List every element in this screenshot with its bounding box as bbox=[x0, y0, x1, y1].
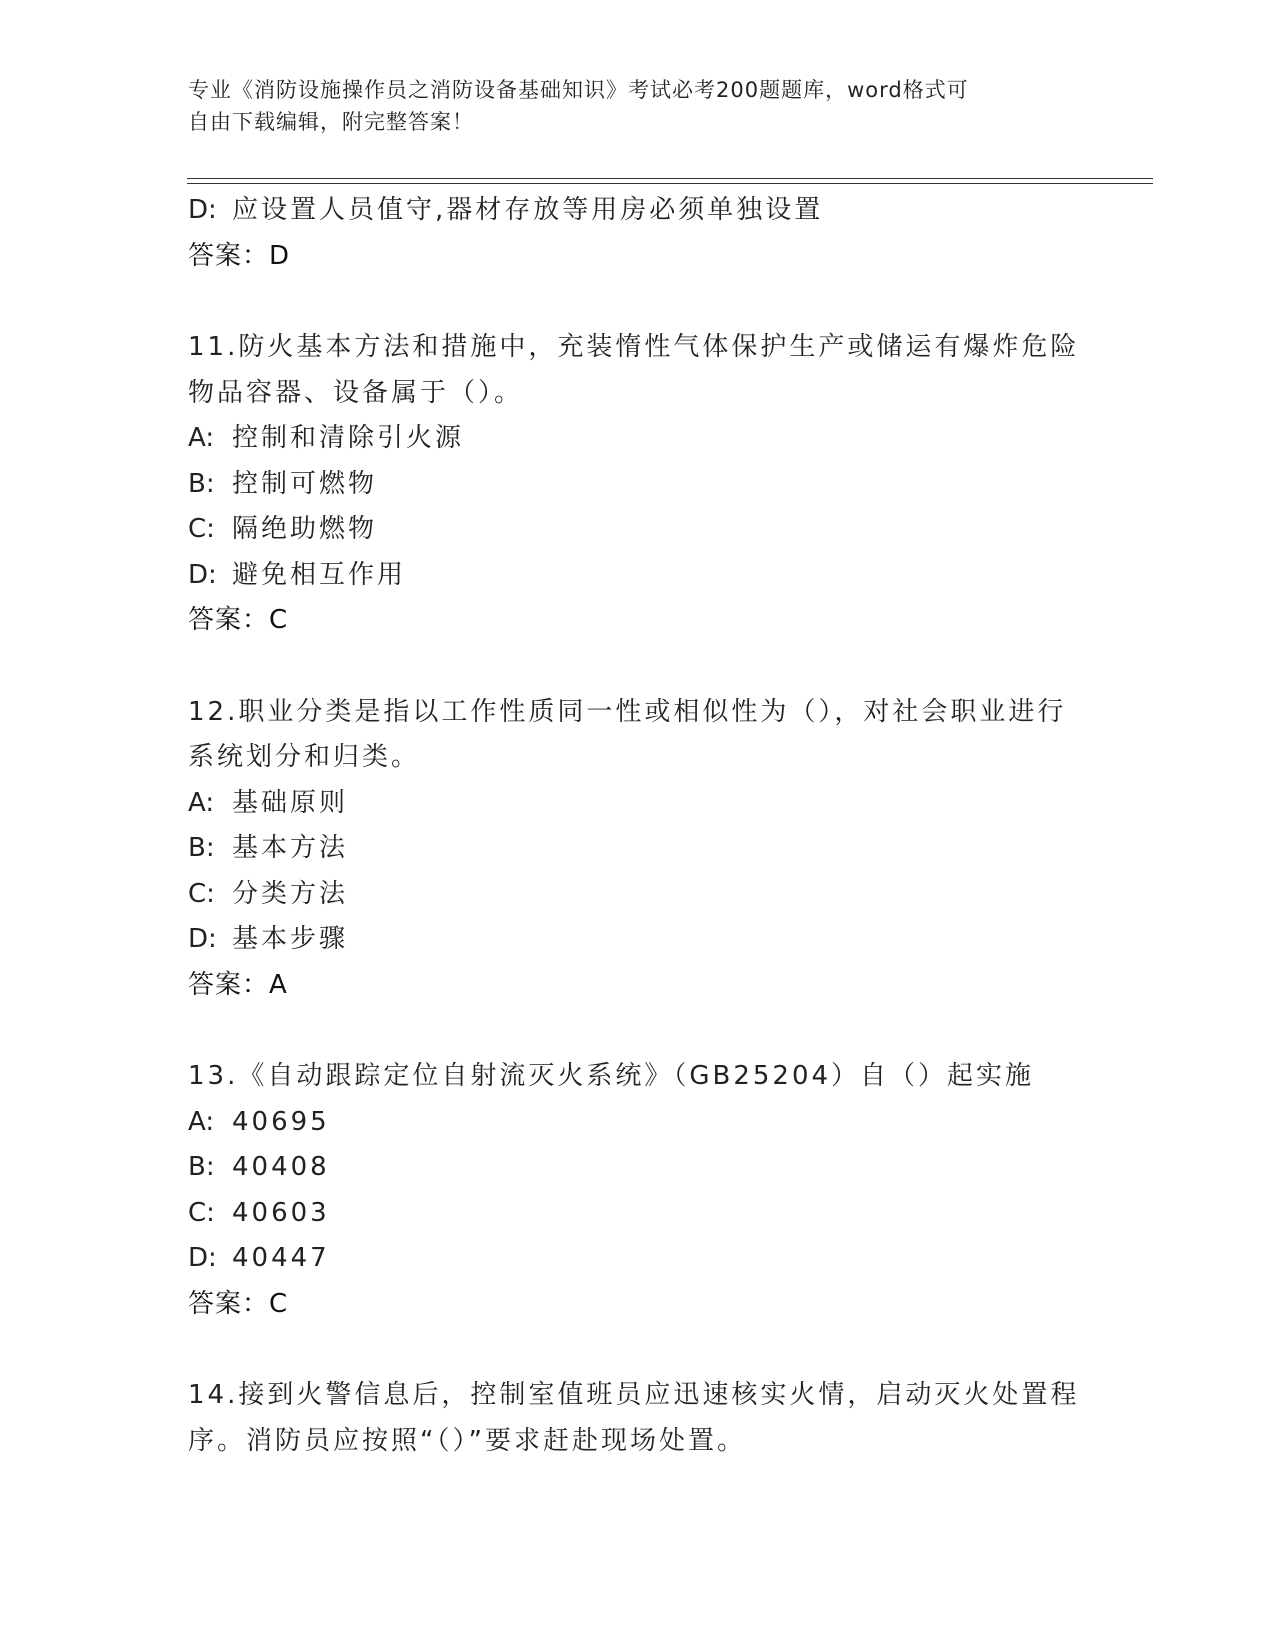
option-text: 基本方法 bbox=[232, 833, 349, 863]
answer-line: 答案：A bbox=[188, 969, 288, 1000]
option-text: 40447 bbox=[232, 1243, 330, 1273]
header-divider-top bbox=[187, 178, 1153, 179]
option-label: D: bbox=[188, 559, 217, 590]
question-text-line-2: 系统划分和归类。 bbox=[188, 742, 421, 772]
option-text: 隔绝助燃物 bbox=[232, 514, 378, 544]
option-label: D: bbox=[188, 195, 217, 225]
option-label: C: bbox=[188, 1197, 215, 1228]
spacer bbox=[188, 279, 1088, 325]
option-label: B: bbox=[188, 468, 215, 499]
answer-line: 答案：C bbox=[188, 605, 289, 635]
question-text-line-1: 14.接到火警信息后，控制室值班员应迅速核实火情，启动灭火处置程 bbox=[188, 1380, 1080, 1410]
option-text: 基础原则 bbox=[232, 787, 349, 818]
option-b bbox=[188, 826, 1088, 872]
option-label: A: bbox=[188, 1106, 215, 1137]
option-d bbox=[188, 553, 1088, 599]
option-c bbox=[188, 1191, 1088, 1237]
question-text-line-1: 11.防火基本方法和措施中，充装惰性气体保护生产或储运有爆炸危险 bbox=[188, 332, 1080, 362]
header-divider-bottom bbox=[187, 183, 1153, 184]
option-label: C: bbox=[188, 878, 215, 909]
option-text: 40408 bbox=[232, 1152, 330, 1182]
option-label: D: bbox=[188, 924, 217, 954]
option-d bbox=[188, 188, 1088, 234]
answer-line: 答案：D bbox=[188, 240, 291, 271]
question-text-line-2: 物品容器、设备属于（）。 bbox=[188, 377, 524, 408]
question-block-14 bbox=[188, 1373, 1088, 1464]
option-label: D: bbox=[188, 1243, 217, 1273]
option-text: 基本步骤 bbox=[232, 924, 349, 954]
option-d bbox=[188, 917, 1088, 963]
option-d bbox=[188, 1236, 1088, 1282]
spacer bbox=[188, 1008, 1088, 1054]
option-text: 40695 bbox=[232, 1106, 330, 1137]
question-block-12 bbox=[188, 690, 1088, 1009]
answer-line: 答案：C bbox=[188, 1288, 289, 1319]
option-c bbox=[188, 872, 1088, 918]
option-text: 避免相互作用 bbox=[232, 559, 407, 590]
spacer bbox=[188, 1327, 1088, 1373]
option-text: 控制可燃物 bbox=[232, 468, 378, 499]
option-label: A: bbox=[188, 787, 215, 818]
option-label: B: bbox=[188, 1152, 215, 1182]
option-label: B: bbox=[188, 833, 215, 863]
document-body bbox=[188, 188, 1088, 1464]
question-block-13 bbox=[188, 1054, 1088, 1327]
spacer bbox=[188, 644, 1088, 690]
document-header bbox=[188, 74, 1088, 138]
header-line-1: 专业《消防设施操作员之消防设备基础知识》考试必考200题题库，word格式可 bbox=[188, 78, 969, 102]
question-text-line-1: 13.《自动跟踪定位自射流灭火系统》（GB25204）自（）起实施 bbox=[188, 1061, 1035, 1091]
option-label: C: bbox=[188, 514, 215, 544]
option-text: 应设置人员值守,器材存放等用房必须单独设置 bbox=[232, 195, 824, 225]
option-text: 分类方法 bbox=[232, 878, 349, 909]
option-text: 40603 bbox=[232, 1197, 330, 1228]
question-text-line-1: 12.职业分类是指以工作性质同一性或相似性为（），对社会职业进行 bbox=[188, 696, 1067, 727]
header-line-2: 自由下载编辑，附完整答案！ bbox=[188, 110, 474, 134]
option-a bbox=[188, 416, 1088, 462]
option-text: 控制和清除引火源 bbox=[232, 423, 465, 453]
option-b bbox=[188, 1145, 1088, 1191]
option-c bbox=[188, 507, 1088, 553]
option-a bbox=[188, 1100, 1088, 1146]
option-b bbox=[188, 462, 1088, 508]
option-a bbox=[188, 781, 1088, 827]
question-text-line-2: 序。消防员应按照“（）”要求赶赴现场处置。 bbox=[188, 1425, 746, 1456]
question-block-11 bbox=[188, 325, 1088, 644]
option-label: A: bbox=[188, 423, 215, 453]
